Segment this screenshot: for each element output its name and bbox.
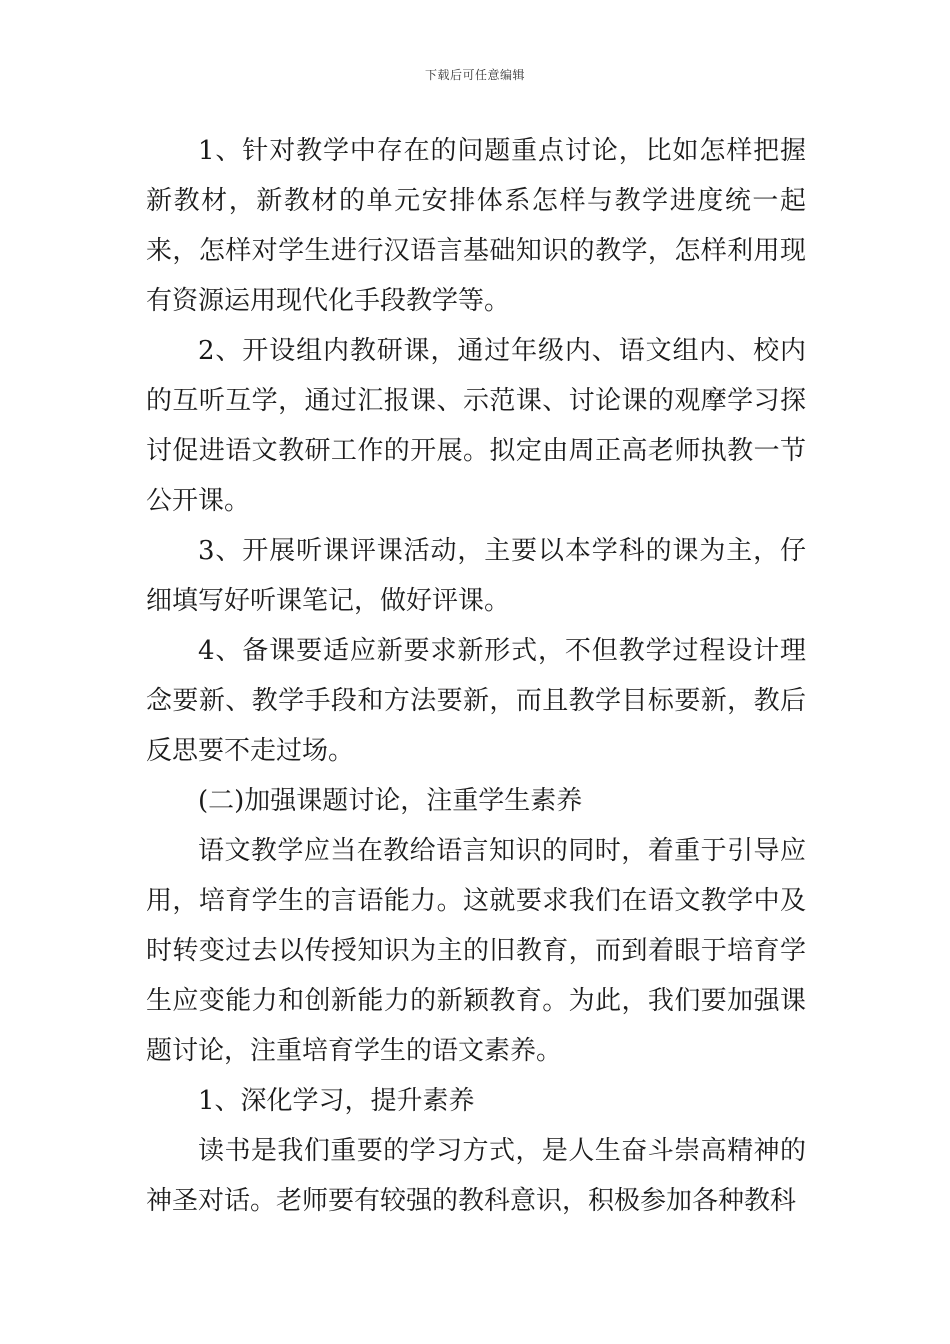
document-body [146, 126, 806, 1226]
paragraph-item-1: 1、针对教学中存在的问题重点讨论，比如怎样把握新教材，新教材的单元安排体系怎样与教学进度统一起来，怎样对学生进行汉语言基础知识的教学，怎样利用现有资源运用现代化手段教学等。 [146, 136, 806, 316]
subsection-heading: 1、深化学习，提升素养 [198, 1086, 475, 1116]
section-heading: (二)加强课题讨论，注重学生素养 [198, 786, 583, 816]
paragraph-section-intro: 语文教学应当在教给语言知识的同时，着重于引导应用，培育学生的言语能力。这就要求我们在语文教学中及时转变过去以传授知识为主的旧教育，而到着眼于培育学生应变能力和创新能力的新颖教育。为此，我们要加强课题讨论，注重培育学生的语文素养。 [146, 836, 806, 1066]
paragraph-item-4: 4、备课要适应新要求新形式，不但教学过程设计理念要新、教学手段和方法要新，而且教学目标要新，教后反思要不走过场。 [146, 636, 806, 766]
header-note: 下载后可任意编辑 [424, 68, 525, 82]
paragraph-reading: 读书是我们重要的学习方式，是人生奋斗崇高精神的神圣对话。老师要有较强的教科意识，积极参加各种教科 [146, 1136, 806, 1216]
paragraph-item-3: 3、开展听课评课活动，主要以本学科的课为主，仔细填写好听课笔记，做好评课。 [146, 536, 806, 616]
paragraph-item-2: 2、开设组内教研课，通过年级内、语文组内、校内的互听互学，通过汇报课、示范课、讨论课的观摩学习探讨促进语文教研工作的开展。拟定由周正高老师执教一节公开课。 [146, 336, 806, 516]
